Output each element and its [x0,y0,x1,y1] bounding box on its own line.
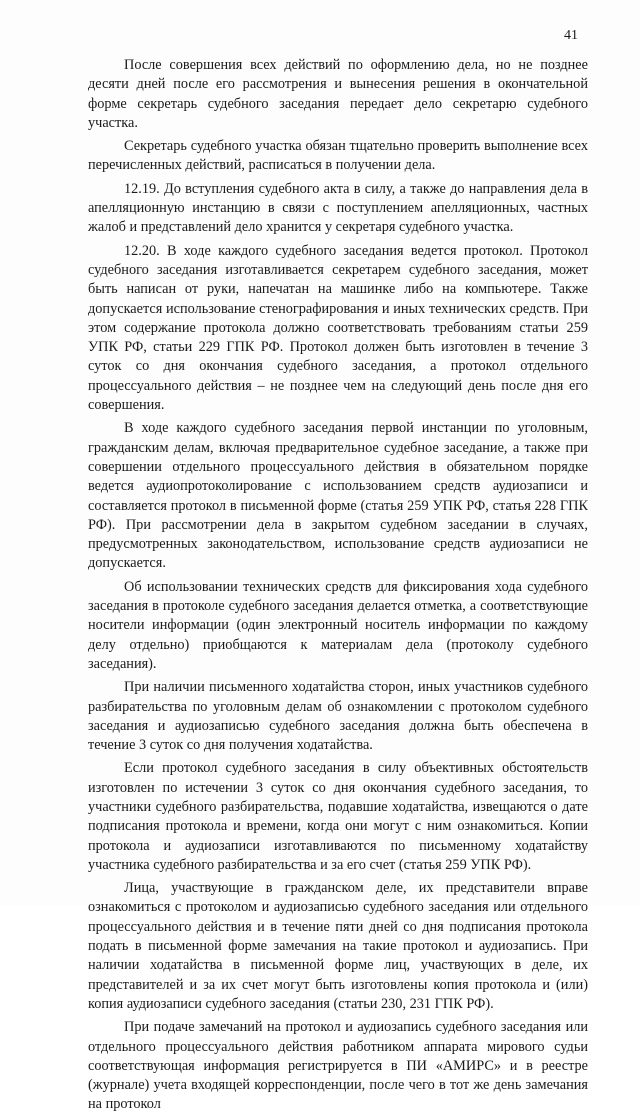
paragraph: 12.19. До вступления судебного акта в силу, а также до направления дела в апелляционную инстанцию в связи с поступлением апелляционных, частных жалоб и представлений дело хранится у секретаря судебного участка. [88,180,588,236]
paragraph: Если протокол судебного заседания в силу объективных обстоятельств изготовлен по истечении 3 суток со дня окончания судебного заседания, то участники судебного разбирательства, подавшие ходатайства, извещаются о дате подписания протокола и времени, когда они могут с ним ознакомиться. Копии протокола и аудиозаписи изготавливаются по письменному ходатайству участника судебного разбирательства и за его счет (статья 259 УПК РФ). [88,760,588,873]
paragraph: При подаче замечаний на протокол и аудиозапись судебного заседания или отдельного процессуального действия работником аппарата мирового судьи соответствующая информация регистрируется в ПИ «АМИРС» и в реестре (журнале) учета входящей корреспонденции, после чего в тот же день замечания на протокол [88,1019,588,1113]
paragraph: 12.20. В ходе каждого судебного заседания ведется протокол. Протокол судебного заседания изготавливается секретарем судебного заседания, может быть написан от руки, напечатан на машинке либо на компьютере. Также допускается использование стенографирования и иных технических средств. При этом содержание протокола должно соответствовать требованиям статьи 259 УПК РФ, статьи 229 ГПК РФ. Протокол должен быть изготовлен в течение 3 суток со дня окончания судебного заседания, а протокол отдельного процессуального действия – не позднее чем на следующий день после дня его совершения. [88,242,588,414]
page-number: 41 [564,28,578,43]
paragraph: При наличии письменного ходатайства сторон, иных участников судебного разбирательства по уголовным делам об ознакомлении с протоколом судебного заседания и аудиозаписью судебного заседания должна быть обеспечена в течение 3 суток со дня получения ходатайства. [88,679,588,754]
paragraph: После совершения всех действий по оформлению дела, но не позднее десяти дней после его рассмотрения и вынесения решения в окончательной форме секретарь судебного заседания передает дело секретарю судебного участка. [88,57,588,131]
paragraph: Лица, участвующие в гражданском деле, их представители вправе ознакомиться с протоколом и аудиозаписью судебного заседания или отдельного процессуального действия и в течение пяти дней со дня подписания протокола подать в письменной форме замечания на такие протокол и аудиозапись. При наличии ходатайства в письменной форме лиц, участвующих в деле, их представителей и за их счет могут быть изготовлены копия протокола и (или) копия аудиозаписи судебного заседания (статьи 230, 231 ГПК РФ). [88,880,588,1012]
paragraph: Об использовании технических средств для фиксирования хода судебного заседания в протоколе судебного заседания делается отметка, а соответствующие носители информации (один электронный носитель информации по каждому делу отдельно) приобщаются к материалам дела (протоколу судебного заседания). [88,578,588,672]
text-body [88,56,588,1115]
paragraph: Секретарь судебного участка обязан тщательно проверить выполнение всех перечисленных действий, расписаться в получении дела. [88,138,588,174]
paragraph: В ходе каждого судебного заседания первой инстанции по уголовным, гражданским делам, включая предварительное судебное заседание, а также при совершении отдельного процессуального действия в обязательном порядке ведется аудиопротоколирование с использованием средств аудиозаписи и составляется протокол в письменной форме (статья 259 УПК РФ, статья 228 ГПК РФ). При рассмотрении дела в закрытом судебном заседании в случаях, предусмотренных законодательством, использование средств аудиозаписи не допускается. [88,420,588,572]
